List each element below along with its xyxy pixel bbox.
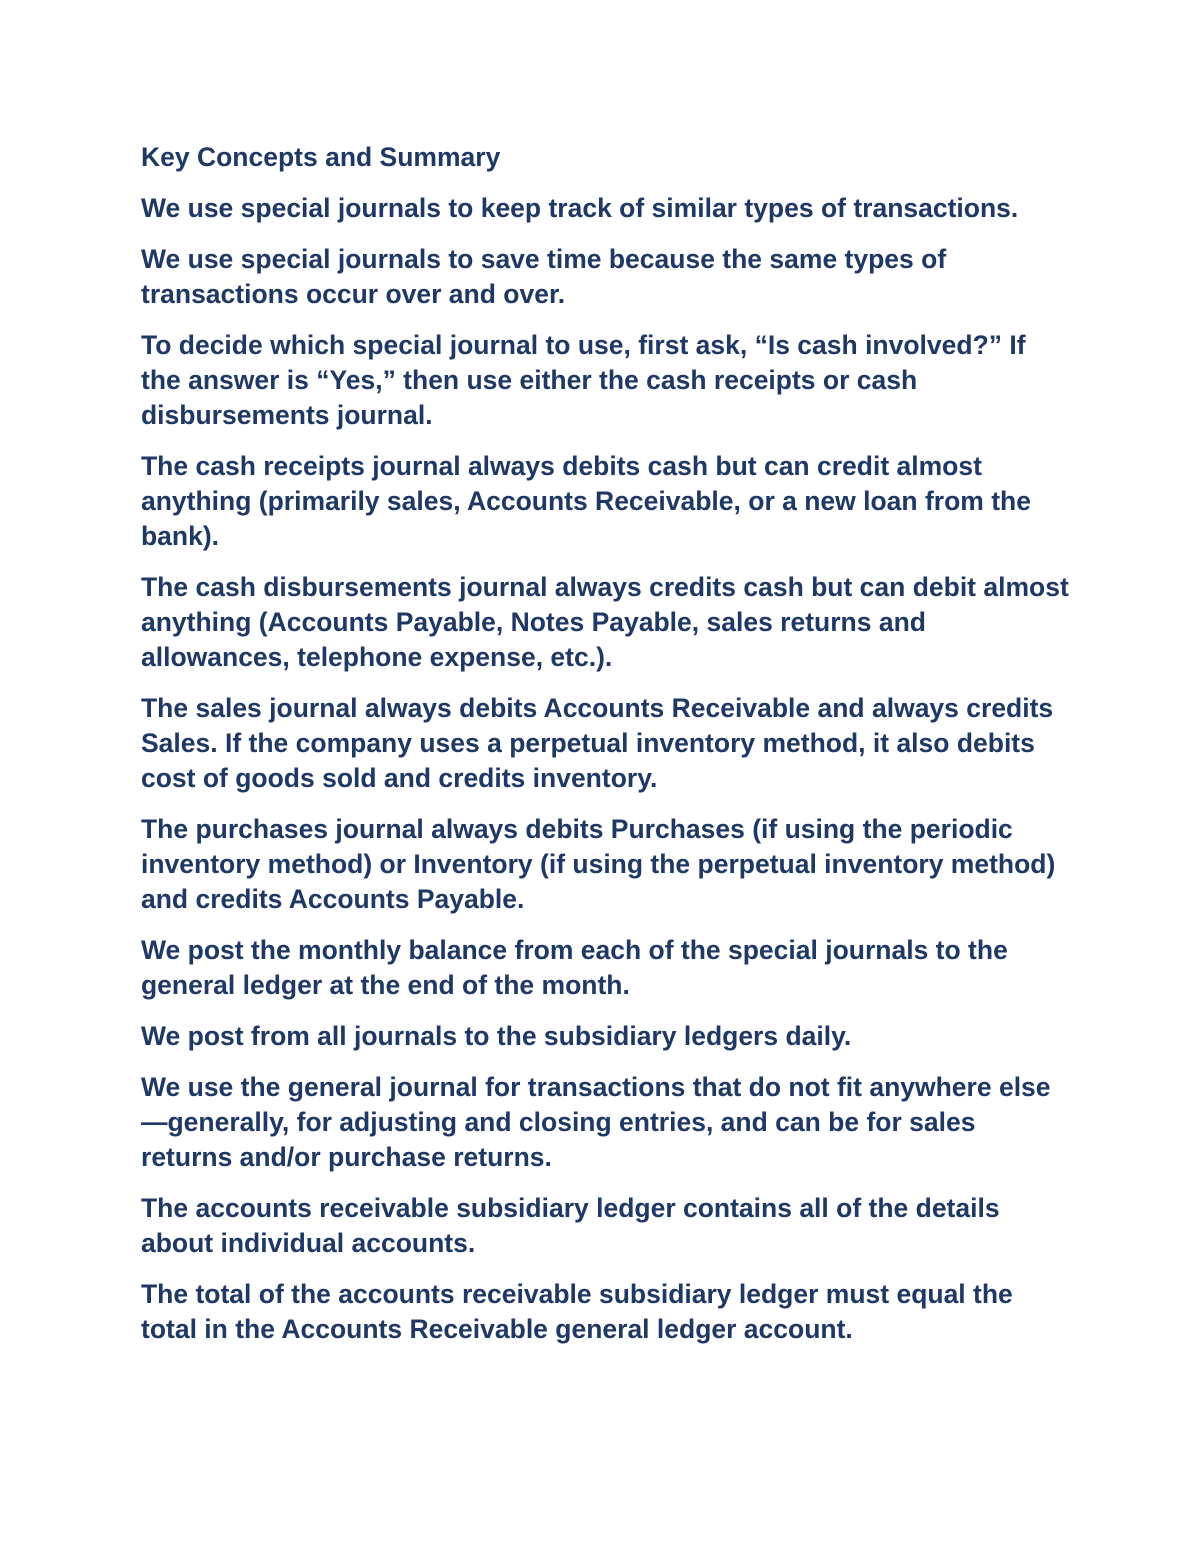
paragraph-purchases-journal: The purchases journal always debits Purchases (if using the periodic inventory method) or Inventory (if using the perpetual inventory method) and credits Accounts Payable.	[141, 814, 1056, 914]
paragraph-ar-total: The total of the accounts receivable subsidiary ledger must equal the total in the Accounts Receivable general ledger account.	[141, 1279, 1013, 1344]
paragraph-decide-journal: To decide which special journal to use, first ask, “Is cash involved?” If the answer is “Yes,” then use either the cash receipts or cash disbursements journal.	[141, 330, 1026, 430]
paragraph-general-journal: We use the general journal for transactions that do not fit anywhere else—generally, for adjusting and closing entries, and can be for sales returns and/or purchase returns.	[141, 1072, 1051, 1172]
paragraph-cash-disbursements: The cash disbursements journal always credits cash but can debit almost anything (Accounts Payable, Notes Payable, sales returns and allowances, telephone expense, etc.).	[141, 572, 1069, 672]
paragraph-ar-subsidiary-ledger: The accounts receivable subsidiary ledger contains all of the details about individual accounts.	[141, 1193, 1000, 1258]
paragraph-post-monthly-balance: We post the monthly balance from each of the special journals to the general ledger at the end of the month.	[141, 935, 1008, 1000]
paragraph-cash-receipts: The cash receipts journal always debits cash but can credit almost anything (primarily sales, Accounts Receivable, or a new loan from the bank).	[141, 451, 1031, 551]
paragraph-sales-journal: The sales journal always debits Accounts Receivable and always credits Sales. If the company uses a perpetual inventory method, it also debits cost of goods sold and credits inventory.	[141, 693, 1054, 793]
document-body	[141, 140, 1071, 1363]
document-heading: Key Concepts and Summary	[141, 142, 501, 172]
paragraph-post-subsidiary-daily: We post from all journals to the subsidiary ledgers daily.	[141, 1021, 852, 1051]
paragraph-special-journals-save-time: We use special journals to save time because the same types of transactions occur over and over.	[141, 244, 947, 309]
paragraph-special-journals-track: We use special journals to keep track of similar types of transactions.	[141, 193, 1019, 223]
